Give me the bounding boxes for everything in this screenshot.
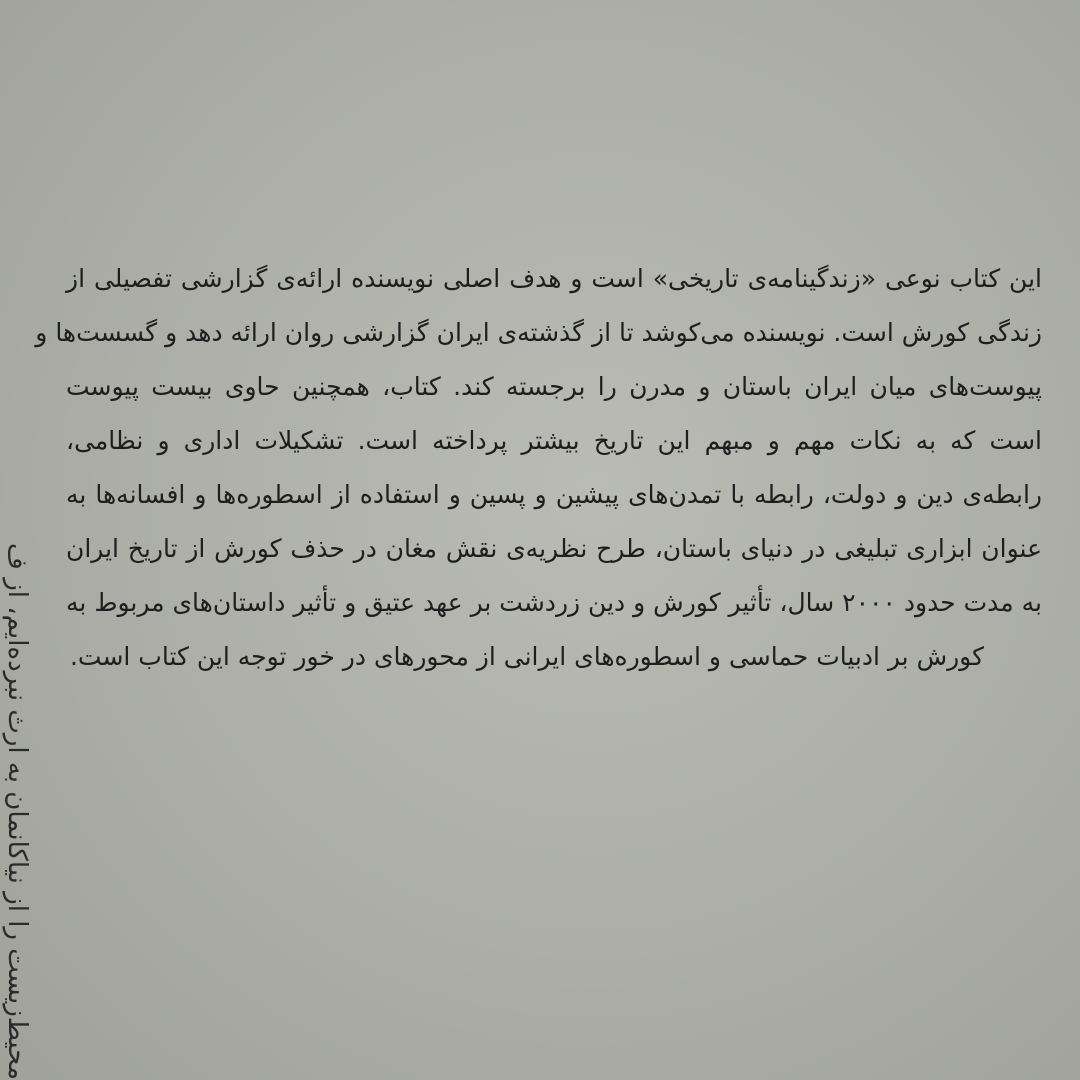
- blurb-line-1: این کتاب نوعی «زندگینامه‌ی تاریخی» است و هدف اصلی نویسنده ارائه‌ی گزارشی تفصیلی از: [66, 264, 1042, 293]
- blurb-line-4: است که به نکات مهم و مبهم این تاریخ بیشتر پرداخته است. تشکیلات اداری و نظامی،: [66, 426, 1042, 455]
- blurb-line-7: به مدت حدود ۲۰۰۰ سال، تأثیر کورش و دین زردشت بر عهد عتیق و تأثیر داستان‌های مربوط به: [66, 588, 1042, 617]
- spine-text: محیط‌زیست را از نیاکانمان به ارث نبرده‌ایم، از ف: [2, 543, 32, 1080]
- blurb-line-8: کورش بر ادبیات حماسی و اسطوره‌های ایرانی از محورهای در خور توجه این کتاب است.: [69, 642, 984, 671]
- blurb-line-2: زندگی کورش است. نویسنده می‌کوشد تا از گذشته‌ی ایران گزارشی روان ارائه دهد و گسست‌ها و: [35, 318, 1042, 347]
- blurb-line-3: پیوست‌های میان ایران باستان و مدرن را برجسته کند. کتاب، همچنین حاوی بیست پیوست: [66, 372, 1042, 401]
- blurb-line-5: رابطه‌ی دین و دولت، رابطه با تمدن‌های پیشین و پسین و استفاده از اسطوره‌ها و افسانه‌ها به: [66, 480, 1042, 509]
- blurb-paragraph: [35, 252, 1042, 684]
- blurb-line-6: عنوان ابزاری تبلیغی در دنیای باستان، طرح نظریه‌ی نقش مغان در حذف کورش از تاریخ ایران: [66, 534, 1042, 563]
